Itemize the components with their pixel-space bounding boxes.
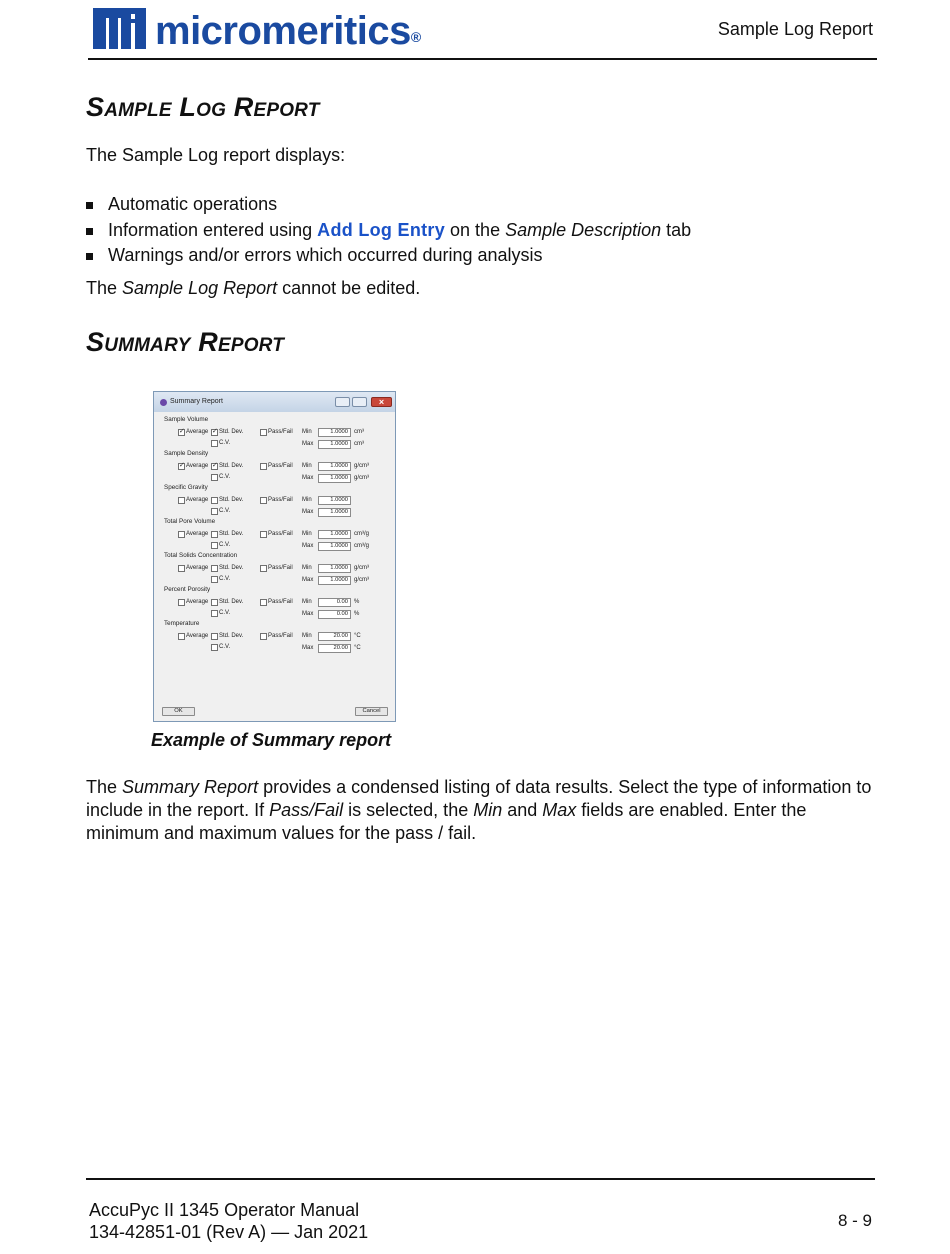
unit-label: cm³/g [354,543,369,549]
std-dev-label: Std. Dev. [219,599,244,605]
std-dev-checkbox[interactable] [211,497,218,504]
pass-fail-checkbox[interactable] [260,463,267,470]
close-icon[interactable]: × [371,397,392,407]
cv-label: C.V. [219,508,231,514]
unit-label: °C [354,645,361,651]
cv-checkbox[interactable] [211,474,218,481]
bullet-square-icon [86,202,93,209]
app-icon [160,399,167,406]
std-dev-checkbox[interactable] [211,531,218,538]
max-label: Max [302,577,314,583]
std-dev-checkbox[interactable] [211,429,218,436]
pass-fail-label: Pass/Fail [268,497,293,503]
footer-divider [86,1178,875,1180]
header-section-title: Sample Log Report [717,19,873,39]
average-checkbox[interactable] [178,633,185,640]
pass-fail-checkbox[interactable] [260,565,267,572]
min-label: Min [302,565,312,571]
cancel-button[interactable]: Cancel [355,707,388,716]
unit-label: g/cm³ [354,565,369,571]
std-dev-checkbox[interactable] [211,633,218,640]
average-label: Average [186,565,209,571]
footer-manual-info [89,1199,368,1243]
std-dev-label: Std. Dev. [219,565,244,571]
cv-label: C.V. [219,644,231,650]
min-field[interactable]: 1.0000 [318,564,351,573]
min-label: Min [302,497,312,503]
cv-checkbox[interactable] [211,542,218,549]
min-field[interactable]: 0.00 [318,598,351,607]
average-checkbox[interactable] [178,497,185,504]
std-dev-label: Std. Dev. [219,463,244,469]
add-log-entry-link[interactable]: Add Log Entry [317,219,446,240]
group-label: Temperature [164,620,200,627]
max-label: Max [302,543,314,549]
cv-checkbox[interactable] [211,508,218,515]
average-checkbox[interactable] [178,463,185,470]
pass-fail-label: Pass/Fail [268,633,293,639]
sample-log-bullet-list [86,193,691,270]
max-field[interactable]: 1.0000 [318,508,351,517]
std-dev-checkbox[interactable] [211,599,218,606]
unit-label: % [354,599,360,605]
group-label: Sample Volume [164,416,209,423]
pass-fail-label: Pass/Fail [268,565,293,571]
average-label: Average [186,463,209,469]
unit-label: g/cm³ [354,475,369,481]
bullet-square-icon [86,228,93,235]
pass-fail-checkbox[interactable] [260,599,267,606]
unit-label: cm³ [354,429,364,435]
std-dev-checkbox[interactable] [211,565,218,572]
bullet-square-icon [86,253,93,260]
average-label: Average [186,429,209,435]
unit-label: °C [354,633,361,639]
dialog-titlebar [154,392,395,412]
cv-label: C.V. [219,474,231,480]
brand-logo-text: micromeritics® [155,9,421,53]
min-field[interactable]: 1.0000 [318,428,351,437]
min-label: Min [302,599,312,605]
std-dev-label: Std. Dev. [219,531,244,537]
cv-checkbox[interactable] [211,440,218,447]
max-field[interactable]: 1.0000 [318,542,351,551]
max-field[interactable]: 1.0000 [318,576,351,585]
average-label: Average [186,531,209,537]
manual-part-number: 134-42851-01 (Rev A) — Jan 2021 [89,1222,369,1242]
max-field[interactable]: 1.0000 [318,440,351,449]
max-field[interactable]: 1.0000 [318,474,351,483]
max-field[interactable]: 20.00 [318,644,351,653]
max-label: Max [302,475,314,481]
min-field[interactable]: 1.0000 [318,496,351,505]
pass-fail-checkbox[interactable] [260,531,267,538]
pass-fail-label: Pass/Fail [268,531,293,537]
std-dev-label: Std. Dev. [219,429,244,435]
cv-label: C.V. [219,610,231,616]
pass-fail-label: Pass/Fail [268,599,293,605]
pass-fail-checkbox[interactable] [260,429,267,436]
max-label: Max [302,441,314,447]
min-label: Min [302,429,312,435]
unit-label: % [354,611,360,617]
pass-fail-checkbox[interactable] [260,497,267,504]
dialog-title: Summary Report [170,398,223,405]
cv-label: C.V. [219,542,231,548]
sample-log-note: The Sample Log Report cannot be edited. [86,278,421,298]
average-checkbox[interactable] [178,531,185,538]
std-dev-label: Std. Dev. [219,497,244,503]
min-label: Min [302,531,312,537]
summary-report-description: The Summary Report provides a condensed listing of data results. Select the type of information to include in the report. If Pass/Fail is selected, the Min and Max fields are enabled. Enter the minimum and maximum values for the pass / fail. [86,777,872,843]
min-field[interactable]: 1.0000 [318,530,351,539]
max-label: Max [302,509,314,515]
list-item: Information entered using Add Log Entry on the Sample Description tab [86,219,691,245]
manual-title: AccuPyc II 1345 Operator Manual [89,1200,360,1220]
average-checkbox[interactable] [178,599,185,606]
page-number: 8 - 9 [837,1211,872,1230]
cv-label: C.V. [219,440,231,446]
figure-caption: Example of Summary report [151,730,392,750]
unit-label: g/cm³ [354,577,369,583]
sample-log-intro: The Sample Log report displays: [86,145,346,165]
group-label: Percent Porosity [164,586,211,593]
average-checkbox[interactable] [178,429,185,436]
average-label: Average [186,633,209,639]
min-field[interactable]: 20.00 [318,632,351,641]
minimize-icon[interactable] [335,397,350,407]
micromeritics-logo-mark [93,8,146,49]
unit-label: cm³ [354,441,364,447]
max-label: Max [302,611,314,617]
pass-fail-label: Pass/Fail [268,463,293,469]
cv-checkbox[interactable] [211,644,218,651]
average-label: Average [186,497,209,503]
summary-report-heading: Summary Report [86,327,285,357]
group-label: Specific Gravity [164,484,208,491]
min-field[interactable]: 1.0000 [318,462,351,471]
ok-button[interactable]: OK [162,707,195,716]
header-divider [88,58,877,60]
sample-log-heading: Sample Log Report [86,92,320,122]
list-item: Automatic operations [86,193,691,219]
pass-fail-checkbox[interactable] [260,633,267,640]
max-label: Max [302,645,314,651]
summary-report-dialog [153,391,396,722]
min-label: Min [302,633,312,639]
average-label: Average [186,599,209,605]
pass-fail-label: Pass/Fail [268,429,293,435]
std-dev-checkbox[interactable] [211,463,218,470]
average-checkbox[interactable] [178,565,185,572]
list-item: Warnings and/or errors which occurred during analysis [86,244,691,270]
max-field[interactable]: 0.00 [318,610,351,619]
unit-label: cm³/g [354,531,369,537]
maximize-icon[interactable] [352,397,367,407]
min-label: Min [302,463,312,469]
group-label: Total Pore Volume [164,518,216,525]
cv-checkbox[interactable] [211,610,218,617]
cv-label: C.V. [219,576,231,582]
std-dev-label: Std. Dev. [219,633,244,639]
unit-label: g/cm³ [354,463,369,469]
cv-checkbox[interactable] [211,576,218,583]
group-label: Sample Density [164,450,209,457]
group-label: Total Solids Concentration [164,552,238,559]
